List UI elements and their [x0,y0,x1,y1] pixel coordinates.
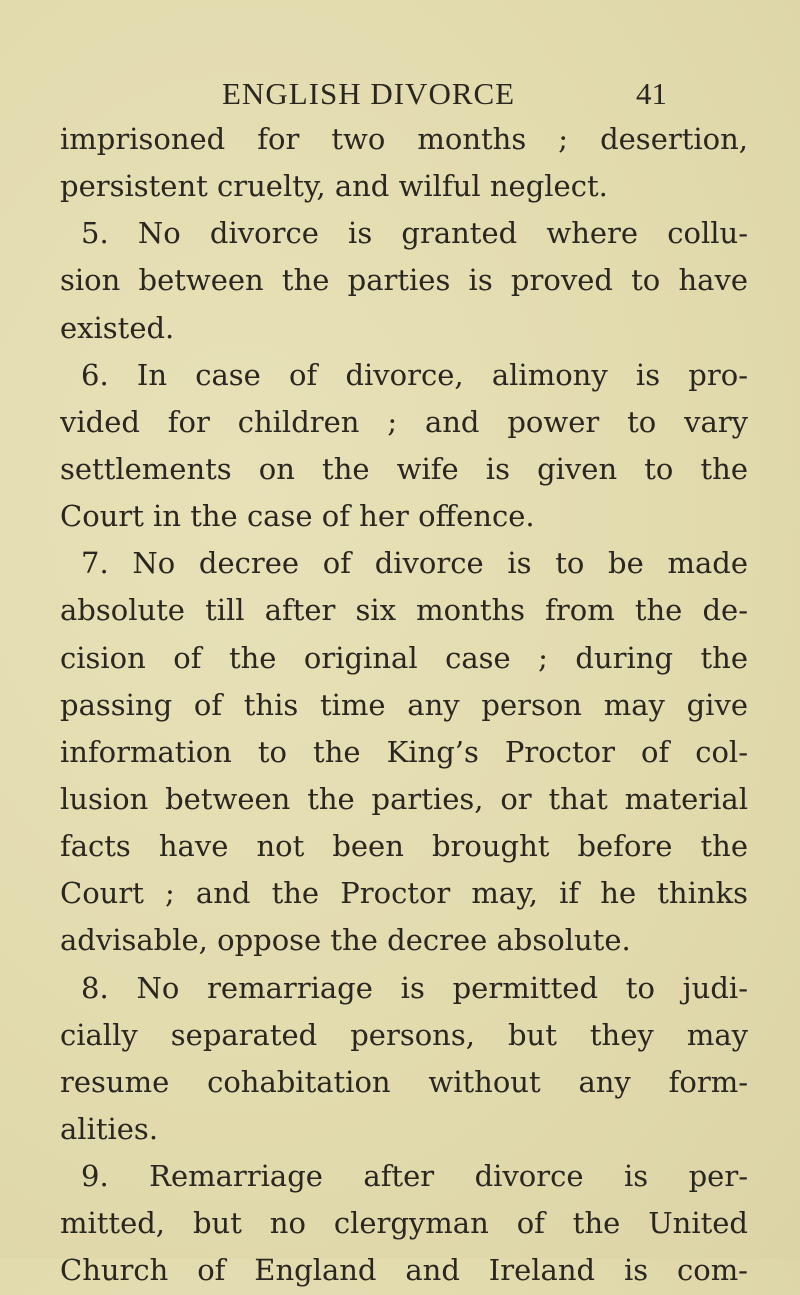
text-line: vided for children ; and power to vary [60,404,748,439]
page-number: 41 [636,76,667,111]
text-line: 6. In case of divorce, alimony is pro- [81,357,748,392]
text-line: sion between the parties is proved to have [60,263,748,298]
text-line: existed. [60,310,175,345]
page-header [0,72,800,116]
text-line: 9. Remarriage after divorce is per- [81,1159,748,1194]
text-line: imprisoned for two months ; desertion, [60,122,748,156]
text-line: 5. No divorce is granted where collu- [81,216,748,251]
text-line: lusion between the parties, or that material [60,781,748,816]
text-line: settlements on the wife is given to the [60,451,748,486]
text-line: passing of this time any person may give [60,687,748,722]
text-line: cision of the original case ; during the [60,640,748,675]
text-line: mitted, but no clergyman of the United [60,1206,748,1241]
text-line: Church of England and Ireland is com- [60,1253,748,1288]
text-line: Court ; and the Proctor may, if he thinks [60,876,748,911]
text-line: absolute till after six months from the de- [60,593,748,628]
text-line: facts have not been brought before the [60,829,748,864]
text-line: advisable, oppose the decree absolute. [60,923,631,958]
text-line: 7. No decree of divorce is to be made [81,546,748,581]
text-line: alities. [60,1111,159,1146]
body-text [60,116,748,1295]
text-line: information to the King’s Proctor of col- [60,734,748,769]
text-line: persistent cruelty, and wilful neglect. [60,169,608,204]
text-line: Court in the case of her offence. [60,499,535,534]
text-line: resume cohabitation without any form- [60,1064,748,1099]
text-line: cially separated persons, but they may [60,1017,748,1052]
running-head: ENGLISH DIVORCE [222,76,516,111]
text-line: 8. No remarriage is permitted to judi- [81,970,748,1005]
